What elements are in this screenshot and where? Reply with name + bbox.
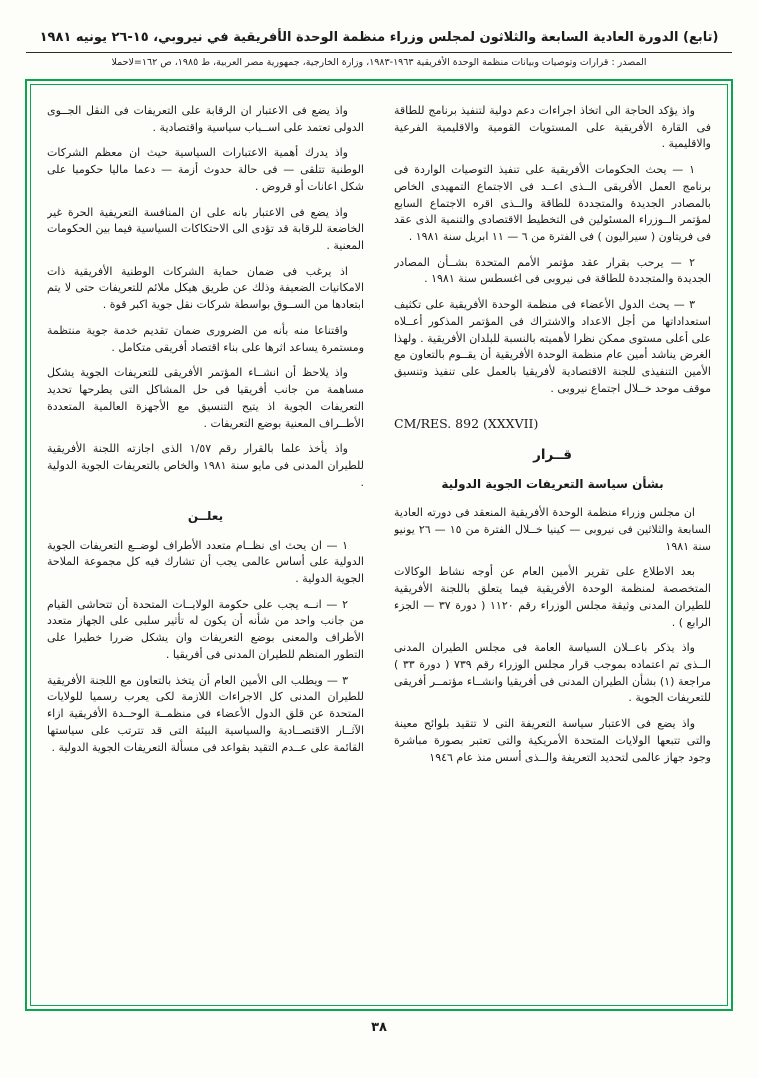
resolution-reference: CM/RES. 892 (XXXVII)	[394, 415, 539, 431]
operative-paragraph: ٣ — يحث الدول الأعضاء فى منظمة الوحدة الأفريقية على تكثيف استعداداتها من أجل الاعداد والاشتراك فى المؤتمر المذكور أعــلاه على أعلى مستوى ممكن نظرا لأهميته بالنسبة للبلدان الأفريقية . ولهذا الغرض يناشد أمين عام منظمة الوحدة الأفريقية أن يقــوم بالتعاون مع الأمين التنفيذى للجنة الاقتصادية لأفريقيا بالعمل على تنفيذ وتنسيق موقف موحد خــلال اجتماع نيروبى .	[394, 298, 711, 395]
page-number: ٣٨	[371, 1020, 387, 1035]
page-footer	[0, 1020, 758, 1035]
recital-paragraph: واذ يدرك أهمية الاعتبارات السياسية حيث ان معظم الشركات الوطنية تتلقى — فى حالة حدوث أزمة — دعما ماليا حكوميا على شكل اعانات أو قروض .	[47, 146, 364, 193]
recital-paragraph: واذ يذكر باعــلان السياسة العامة فى مجلس الطيران المدنى الــذى تم اعتماده بموجب قرار مجلس الوزراء رقم ٧٣٩ ( دورة ٣٣ ) مراجعة (١) بشأن الطيران المدنى فى أفريقيا وانشــاء مؤتمــر أفريقى للتعريفات الجوية .	[394, 641, 711, 705]
recital-paragraph: واذ يأخذ علما بالقرار رقم ١/٥٧ الذى اجازته اللجنة الأفريقية للطيران المدنى فى مايو سنة ١٩٨١ والخاص بالتعريفات الجوية الدولية .	[47, 442, 364, 489]
operative-paragraph: ١ — يحث الحكومات الأفريقية على تنفيذ التوصيات الواردة فى برنامج العمل الأفريقى الــذى اعــد فى الاجتماع التمهيدى الخاص بالمصادر الجديدة والمتجددة للطاقة والــذى اقره الاجتماع السابع لمؤتمر الــوزراء المسئولين فى التخطيط الاقتصادى والتنمية الذى عقد فى فريتاون ( سيراليون ) فى الفترة من ٦ — ١١ ابريل سنة ١٩٨١ .	[394, 163, 711, 244]
declare-item: ٣ — ويطلب الى الأمين العام أن يتخذ بالتعاون مع اللجنة الأفريقية للطيران المدنى كل الاجراءات اللازمة لكى يعرب رسميا للولايات المتحدة عن قلق الدول الأعضاء فى منظمــة الوحــدة الأفريقية ازاء الآثــار الاقتصــادية والسياسية البيئة التى قد تترتب على سياستها القائمة على عــدم التقيد بقواعد فى مسألة التعريفات الجوية الدولية .	[47, 673, 364, 754]
recital-paragraph: بعد الاطلاع على تقرير الأمين العام عن أوجه نشاط الوكالات المتخصصة لمنظمة الوحدة الأفريقية فيما يتعلق باللجنة الأفريقية للطيران المدنى وثيقة مجلس الوزراء رقم ١١٢٠ ( دورة ٣٧ — الجزء الرابع ) .	[394, 565, 711, 629]
content-frame	[30, 84, 728, 1006]
recital-paragraph: واذ يلاحظ أن انشــاء المؤتمر الأفريقى للتعريفات الجوية يشكل مساهمة من جانب أفريقيا فى حل المشاكل التى يطرحها تحديد التعريفات الجوية اذ يتيح التنسيق مع الأجهزة العالمية المتعددة الأطــراف المعنية بوضع التعريفات .	[47, 366, 364, 430]
right-column	[394, 103, 711, 993]
recital-paragraph: واذ يضع فى الاعتبار سياسة التعريفة التى لا تتقيد بلوائح معينة والتى تتبعها الولايات المتحدة الأمريكية والتى تعتبر بصورة مباشرة وجود جهاز عالمى لتحديد التعريفة والــذى أسس منذ عام ١٩٤٦	[394, 717, 711, 764]
declares-heading: يعلــن	[187, 509, 224, 524]
page-header	[0, 30, 758, 68]
recital-paragraph: اذ يرغب فى ضمان حماية الشركات الوطنية الأفريقية ذات الامكانيات الضعيفة وذلك عن طريق هيكل ملائم للتعريفات حتى لا يتم ابتعادها من الســوق بواسطة شركات نقل جوية اكبر قوة .	[47, 264, 364, 312]
recital-paragraph: واذ يضع فى الاعتبار بانه على ان المنافسة التعريفية الحرة غير الخاضعة للرقابة قد تؤدى الى الاحتكاكات السياسية فيما بين الحكومات المعنية .	[47, 205, 364, 253]
declare-item: ١ — ان يحث اى نظــام متعدد الأطراف لوضــع التعريفات الجوية الدولية على أساس عالمى يجب أن تشارك فيه كل مجموعة الملاحة الجوية الدولية .	[47, 538, 364, 586]
recital-paragraph: ان مجلس وزراء منظمة الوحدة الأفريقية المنعقد فى دورته العادية السابعة والثلاثين فى نيروبى — كينيا خــلال الفترة من ١٥ — ٢٦ يونيو سنة ١٩٨١	[394, 506, 711, 553]
operative-paragraph: ٢ — يرحب بقرار عقد مؤتمر الأمم المتحدة بشــأن المصادر الجديدة والمتجددة للطاقة فى نيروبى فى اغسطس سنة ١٩٨١ .	[394, 255, 711, 286]
declare-item: ٢ — انــه يجب على حكومة الولايــات المتحدة أن تتحاشى القيام من جانب واحد من شأنه أن يكون له تأثير سلبى على الجهاز متعدد الأطراف والمعنى بوضع التعريفات وان يشكل ضررا خطيرا على التطور المنظم للطيران المدنى فى أفريقيا .	[47, 597, 364, 661]
resolution-subject: بشأن سياسة التعريفات الجوية الدولية	[441, 477, 664, 492]
header-divider	[26, 52, 732, 53]
recital-paragraph: واذ يؤكد الحاجة الى اتخاذ اجراءات دعم دولية لتنفيذ برنامج للطاقة فى القارة الأفريقية على المستويات القومية والاقليمية الفرعية والاقليمية .	[394, 104, 711, 151]
resolution-title: قــرار	[533, 446, 572, 463]
left-column	[47, 103, 364, 993]
two-column-layout	[47, 103, 711, 993]
header-title: (تابع) الدورة العادية السابعة والثلاثون لمجلس وزراء منظمة الوحدة الأفريقية في نيروبي، ١٥-٢٦ يونيه ١٩٨١	[39, 30, 719, 45]
recital-paragraph: واذ يضع فى الاعتبار ان الرقابة على التعريفات فى النقل الجــوى الدولى تعتمد على اســباب سياسية واقتصادية .	[47, 104, 364, 134]
header-source-line: المصدر : قرارات وتوصيات وبيانات منظمة الوحدة الأفريقية ١٩٦٣-١٩٨٣، وزارة الخارجية، جمهورية مصر العربية، ط ١٩٨٥، ص ١٦٢=لاحملا	[111, 57, 647, 68]
recital-paragraph: واقتناعا منه بأنه من الضرورى ضمان تقديم خدمة جوية منتظمة ومستمرة يساعد اثرها على بناء اقتصاد أفريقى متكامل .	[47, 323, 364, 354]
